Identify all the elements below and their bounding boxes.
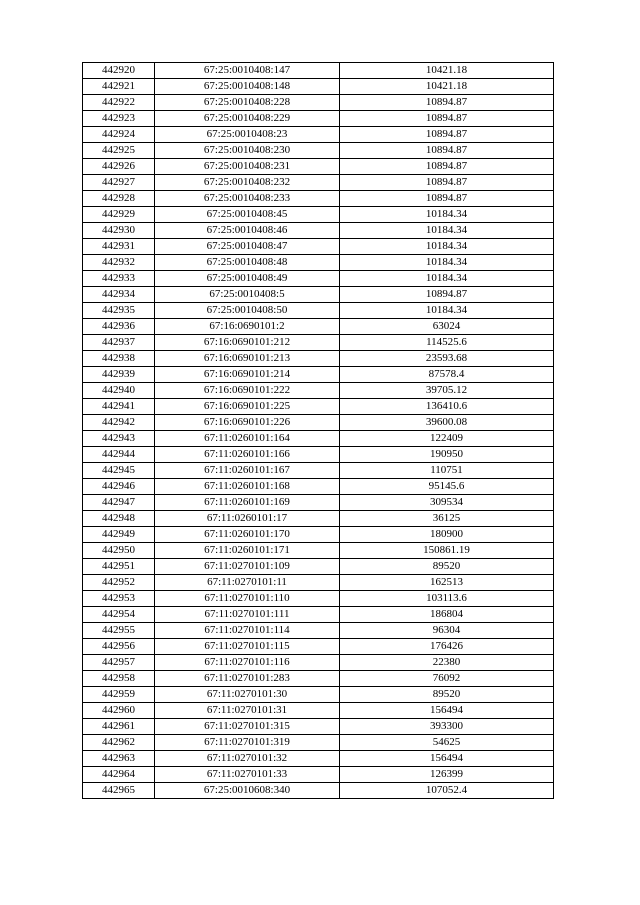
row-number-cell: 442933 [83, 271, 155, 287]
cadastral-number-cell: 67:25:0010408:49 [155, 271, 340, 287]
row-number-cell: 442945 [83, 463, 155, 479]
row-number-cell: 442960 [83, 703, 155, 719]
value-cell: 180900 [340, 527, 554, 543]
table-row [83, 751, 554, 767]
value-cell: 122409 [340, 431, 554, 447]
table-row [83, 431, 554, 447]
row-number-cell: 442955 [83, 623, 155, 639]
cadastral-number-cell: 67:25:0010408:147 [155, 63, 340, 79]
table-row [83, 623, 554, 639]
value-cell: 114525.6 [340, 335, 554, 351]
value-cell: 10894.87 [340, 143, 554, 159]
cadastral-number-cell: 67:25:0010408:50 [155, 303, 340, 319]
value-cell: 10184.34 [340, 255, 554, 271]
cadastral-number-cell: 67:25:0010408:231 [155, 159, 340, 175]
cadastral-number-cell: 67:11:0270101:30 [155, 687, 340, 703]
cadastral-number-cell: 67:11:0270101:115 [155, 639, 340, 655]
row-number-cell: 442939 [83, 367, 155, 383]
table-row [83, 687, 554, 703]
cadastral-number-cell: 67:16:0690101:212 [155, 335, 340, 351]
row-number-cell: 442936 [83, 319, 155, 335]
value-cell: 156494 [340, 703, 554, 719]
value-cell: 10894.87 [340, 159, 554, 175]
value-cell: 39600.08 [340, 415, 554, 431]
cadastral-number-cell: 67:25:0010408:232 [155, 175, 340, 191]
cadastral-number-cell: 67:11:0260101:166 [155, 447, 340, 463]
row-number-cell: 442924 [83, 127, 155, 143]
value-cell: 89520 [340, 687, 554, 703]
row-number-cell: 442941 [83, 399, 155, 415]
table-row [83, 463, 554, 479]
table-row [83, 495, 554, 511]
table-row [83, 607, 554, 623]
table-row [83, 351, 554, 367]
value-cell: 103113.6 [340, 591, 554, 607]
table-row [83, 335, 554, 351]
table-row [83, 735, 554, 751]
value-cell: 156494 [340, 751, 554, 767]
row-number-cell: 442954 [83, 607, 155, 623]
table-row [83, 367, 554, 383]
value-cell: 186804 [340, 607, 554, 623]
cadastral-number-cell: 67:11:0270101:319 [155, 735, 340, 751]
row-number-cell: 442926 [83, 159, 155, 175]
table-row [83, 95, 554, 111]
row-number-cell: 442935 [83, 303, 155, 319]
cadastral-number-cell: 67:16:0690101:2 [155, 319, 340, 335]
cadastral-number-cell: 67:25:0010408:230 [155, 143, 340, 159]
value-cell: 10894.87 [340, 111, 554, 127]
table-row [83, 591, 554, 607]
value-cell: 95145.6 [340, 479, 554, 495]
value-cell: 10894.87 [340, 127, 554, 143]
value-cell: 190950 [340, 447, 554, 463]
value-cell: 36125 [340, 511, 554, 527]
value-cell: 39705.12 [340, 383, 554, 399]
table-row [83, 527, 554, 543]
cadastral-number-cell: 67:16:0690101:222 [155, 383, 340, 399]
value-cell: 150861.19 [340, 543, 554, 559]
row-number-cell: 442948 [83, 511, 155, 527]
cadastral-number-cell: 67:11:0260101:17 [155, 511, 340, 527]
table-row [83, 639, 554, 655]
row-number-cell: 442949 [83, 527, 155, 543]
row-number-cell: 442965 [83, 783, 155, 799]
table-row [83, 783, 554, 799]
table-row [83, 159, 554, 175]
row-number-cell: 442946 [83, 479, 155, 495]
table-row [83, 479, 554, 495]
value-cell: 176426 [340, 639, 554, 655]
table-row [83, 143, 554, 159]
cadastral-number-cell: 67:16:0690101:213 [155, 351, 340, 367]
cadastral-number-cell: 67:11:0270101:110 [155, 591, 340, 607]
table-row [83, 127, 554, 143]
table-row [83, 559, 554, 575]
row-number-cell: 442959 [83, 687, 155, 703]
value-cell: 126399 [340, 767, 554, 783]
row-number-cell: 442964 [83, 767, 155, 783]
cadastral-number-cell: 67:25:0010408:48 [155, 255, 340, 271]
row-number-cell: 442922 [83, 95, 155, 111]
table-row [83, 255, 554, 271]
value-cell: 10894.87 [340, 175, 554, 191]
cadastral-number-cell: 67:11:0260101:170 [155, 527, 340, 543]
row-number-cell: 442947 [83, 495, 155, 511]
table-row [83, 207, 554, 223]
row-number-cell: 442956 [83, 639, 155, 655]
row-number-cell: 442920 [83, 63, 155, 79]
cadastral-number-cell: 67:11:0270101:315 [155, 719, 340, 735]
table-body [83, 63, 554, 799]
table-row [83, 767, 554, 783]
table-row [83, 703, 554, 719]
cadastral-number-cell: 67:11:0270101:116 [155, 655, 340, 671]
value-cell: 10184.34 [340, 303, 554, 319]
table-row [83, 543, 554, 559]
table-row [83, 303, 554, 319]
cadastral-number-cell: 67:11:0260101:171 [155, 543, 340, 559]
value-cell: 10894.87 [340, 95, 554, 111]
value-cell: 10421.18 [340, 79, 554, 95]
value-cell: 162513 [340, 575, 554, 591]
table-row [83, 63, 554, 79]
value-cell: 10184.34 [340, 223, 554, 239]
value-cell: 110751 [340, 463, 554, 479]
row-number-cell: 442925 [83, 143, 155, 159]
row-number-cell: 442951 [83, 559, 155, 575]
value-cell: 87578.4 [340, 367, 554, 383]
value-cell: 89520 [340, 559, 554, 575]
cadastral-number-cell: 67:16:0690101:214 [155, 367, 340, 383]
cadastral-value-table [82, 62, 554, 799]
cadastral-number-cell: 67:25:0010408:23 [155, 127, 340, 143]
table-row [83, 399, 554, 415]
value-cell: 393300 [340, 719, 554, 735]
cadastral-number-cell: 67:25:0010408:45 [155, 207, 340, 223]
row-number-cell: 442942 [83, 415, 155, 431]
value-cell: 309534 [340, 495, 554, 511]
row-number-cell: 442957 [83, 655, 155, 671]
table-row [83, 671, 554, 687]
table-row [83, 655, 554, 671]
row-number-cell: 442930 [83, 223, 155, 239]
table-row [83, 447, 554, 463]
cadastral-number-cell: 67:25:0010408:228 [155, 95, 340, 111]
row-number-cell: 442950 [83, 543, 155, 559]
row-number-cell: 442937 [83, 335, 155, 351]
cadastral-number-cell: 67:11:0260101:168 [155, 479, 340, 495]
row-number-cell: 442940 [83, 383, 155, 399]
table-row [83, 575, 554, 591]
table-row [83, 239, 554, 255]
cadastral-number-cell: 67:16:0690101:225 [155, 399, 340, 415]
value-cell: 22380 [340, 655, 554, 671]
value-cell: 107052.4 [340, 783, 554, 799]
row-number-cell: 442927 [83, 175, 155, 191]
row-number-cell: 442938 [83, 351, 155, 367]
table-row [83, 175, 554, 191]
cadastral-number-cell: 67:25:0010408:148 [155, 79, 340, 95]
row-number-cell: 442921 [83, 79, 155, 95]
value-cell: 10184.34 [340, 239, 554, 255]
value-cell: 10894.87 [340, 191, 554, 207]
table-row [83, 511, 554, 527]
cadastral-number-cell: 67:11:0260101:164 [155, 431, 340, 447]
row-number-cell: 442952 [83, 575, 155, 591]
row-number-cell: 442961 [83, 719, 155, 735]
row-number-cell: 442931 [83, 239, 155, 255]
row-number-cell: 442958 [83, 671, 155, 687]
row-number-cell: 442923 [83, 111, 155, 127]
cadastral-number-cell: 67:25:0010408:233 [155, 191, 340, 207]
table-row [83, 383, 554, 399]
row-number-cell: 442953 [83, 591, 155, 607]
row-number-cell: 442932 [83, 255, 155, 271]
row-number-cell: 442963 [83, 751, 155, 767]
cadastral-number-cell: 67:11:0270101:31 [155, 703, 340, 719]
cadastral-number-cell: 67:11:0270101:111 [155, 607, 340, 623]
value-cell: 76092 [340, 671, 554, 687]
cadastral-number-cell: 67:25:0010408:229 [155, 111, 340, 127]
value-cell: 96304 [340, 623, 554, 639]
table-row [83, 319, 554, 335]
table-row [83, 191, 554, 207]
cadastral-number-cell: 67:25:0010408:47 [155, 239, 340, 255]
row-number-cell: 442934 [83, 287, 155, 303]
table-row [83, 719, 554, 735]
cadastral-number-cell: 67:11:0270101:32 [155, 751, 340, 767]
cadastral-number-cell: 67:25:0010408:5 [155, 287, 340, 303]
row-number-cell: 442929 [83, 207, 155, 223]
cadastral-number-cell: 67:11:0260101:167 [155, 463, 340, 479]
row-number-cell: 442928 [83, 191, 155, 207]
table-row [83, 415, 554, 431]
row-number-cell: 442943 [83, 431, 155, 447]
row-number-cell: 442962 [83, 735, 155, 751]
row-number-cell: 442944 [83, 447, 155, 463]
value-cell: 10184.34 [340, 271, 554, 287]
value-cell: 54625 [340, 735, 554, 751]
cadastral-number-cell: 67:11:0260101:169 [155, 495, 340, 511]
value-cell: 23593.68 [340, 351, 554, 367]
cadastral-number-cell: 67:11:0270101:109 [155, 559, 340, 575]
cadastral-number-cell: 67:25:0010608:340 [155, 783, 340, 799]
value-cell: 63024 [340, 319, 554, 335]
cadastral-number-cell: 67:11:0270101:11 [155, 575, 340, 591]
cadastral-number-cell: 67:16:0690101:226 [155, 415, 340, 431]
table-row [83, 287, 554, 303]
cadastral-number-cell: 67:25:0010408:46 [155, 223, 340, 239]
table-row [83, 111, 554, 127]
cadastral-number-cell: 67:11:0270101:283 [155, 671, 340, 687]
table-row [83, 79, 554, 95]
cadastral-number-cell: 67:11:0270101:33 [155, 767, 340, 783]
table-row [83, 223, 554, 239]
cadastral-number-cell: 67:11:0270101:114 [155, 623, 340, 639]
value-cell: 10184.34 [340, 207, 554, 223]
table-row [83, 271, 554, 287]
value-cell: 10421.18 [340, 63, 554, 79]
value-cell: 10894.87 [340, 287, 554, 303]
value-cell: 136410.6 [340, 399, 554, 415]
